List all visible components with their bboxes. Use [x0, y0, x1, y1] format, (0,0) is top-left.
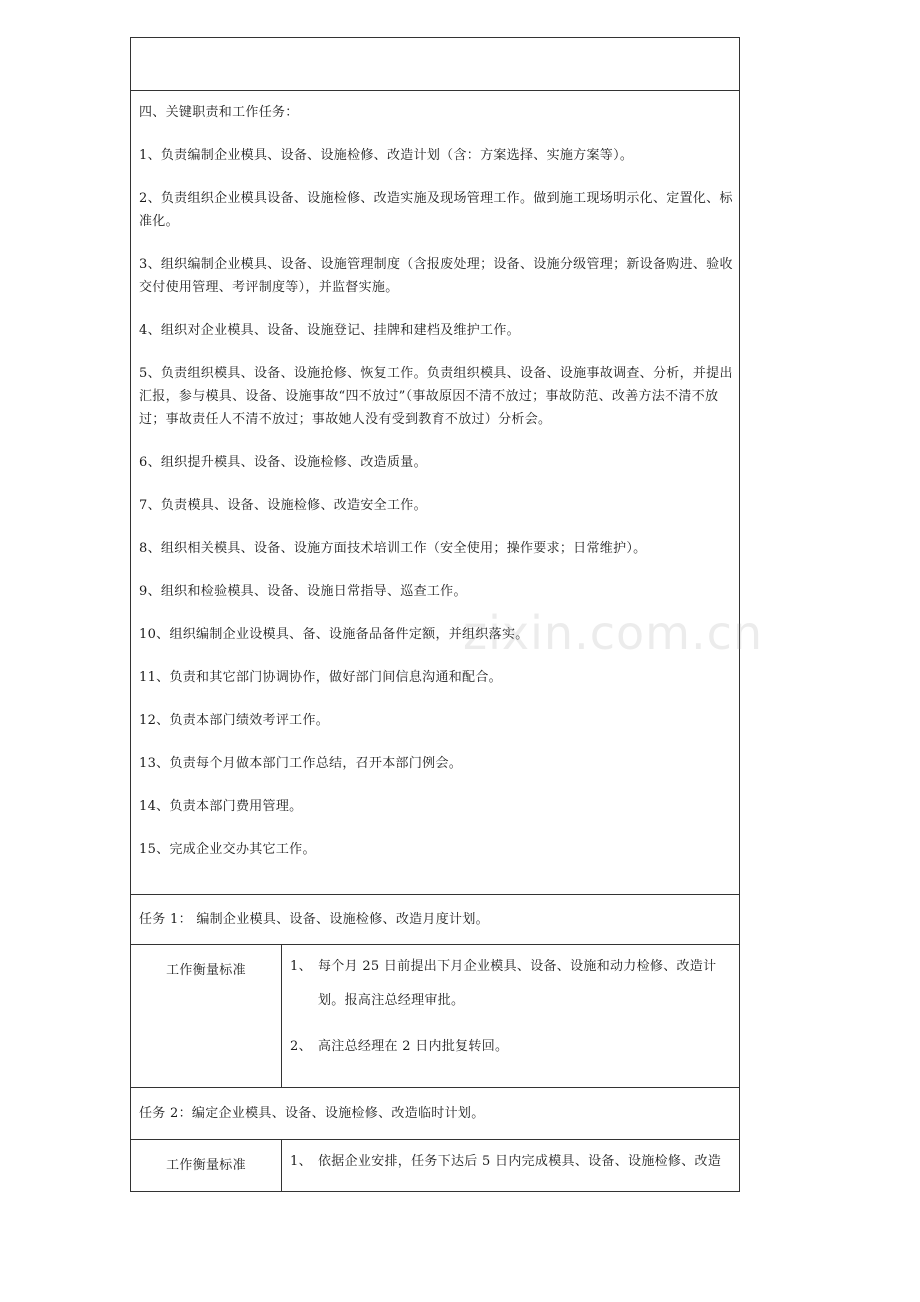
standard-number: 2、: [290, 1039, 312, 1054]
duty-item: 10、组织编制企业设模具、备、设施备品备件定额，并组织落实。: [139, 627, 529, 642]
duty-item: 15、完成企业交办其它工作。: [139, 842, 316, 857]
key-duties-section: [131, 90, 739, 894]
standards-label: 工作衡量标准: [131, 945, 282, 1087]
task-1-standards-row: [131, 944, 739, 1087]
standards-body: [282, 1140, 739, 1191]
responsibility-table: [130, 37, 740, 1192]
duty-item: 12、负责本部门绩效考评工作。: [139, 713, 330, 728]
duty-item: 9、组织和检验模具、设备、设施日常指导、巡查工作。: [139, 584, 467, 599]
duty-item: 6、组织提升模具、设备、设施检修、改造质量。: [139, 455, 427, 470]
section-title: 四、关键职责和工作任务：: [139, 105, 299, 120]
standard-text: 每个月 25 日前提出下月企业模具、设备、设施和动力检修、改造计划。报高注总经理审批。: [318, 959, 717, 1008]
duty-item: 3、组织编制企业模具、设备、设施管理制度（含报废处理；设备、设施分级管理；新设备购进、验收交付使用管理、考评制度等），并监督实施。: [139, 257, 733, 295]
duty-item: 5、负责组织模具、设备、设施抢修、恢复工作。负责组织模具、设备、设施事故调查、分析，并提出汇报，参与模具、设备、设施事故“四不放过”（事故原因不清不放过；事故防范、改善方法不清不放过；事故责任人不清不放过；事故她人没有受到教育不放过）分析会。: [139, 366, 733, 427]
standards-body: [282, 945, 739, 1087]
watermark: zixin.com.cn: [463, 606, 764, 660]
duty-item: 7、负责模具、设备、设施检修、改造安全工作。: [139, 498, 427, 513]
duty-item: 1、负责编制企业模具、设备、设施检修、改造计划（含：方案选择、实施方案等）。: [139, 148, 634, 163]
task-2-title: 任务 2：编定企业模具、设备、设施检修、改造临时计划。: [131, 1087, 739, 1139]
duty-item: 8、组织相关模具、设备、设施方面技术培训工作（安全使用；操作要求；日常维护）。: [139, 541, 647, 556]
standard-number: 1、: [290, 1154, 312, 1169]
standard-item: [290, 1145, 733, 1179]
task-2-standards-row: [131, 1139, 739, 1191]
standard-number: 1、: [290, 959, 312, 974]
standards-label: 工作衡量标准: [131, 1140, 282, 1191]
standard-text: 依据企业安排，任务下达后 5 日内完成模具、设备、设施检修、改造: [318, 1154, 722, 1169]
duty-item: 14、负责本部门费用管理。: [139, 799, 303, 814]
duty-item: 2、负责组织企业模具设备、设施检修、改造实施及现场管理工作。做到施工现场明示化、定置化、标准化。: [139, 191, 733, 229]
empty-header-row: [131, 38, 739, 90]
standard-text: 高注总经理在 2 日内批复转回。: [318, 1039, 509, 1054]
standard-item: [290, 950, 733, 1018]
duty-item: 4、组织对企业模具、设备、设施登记、挂牌和建档及维护工作。: [139, 323, 520, 338]
duty-item: 11、负责和其它部门协调协作，做好部门间信息沟通和配合。: [139, 670, 502, 685]
standard-item: [290, 1030, 733, 1064]
duty-item: 13、负责每个月做本部门工作总结，召开本部门例会。: [139, 756, 463, 771]
task-1-title: 任务 1： 编制企业模具、设备、设施检修、改造月度计划。: [131, 894, 739, 944]
